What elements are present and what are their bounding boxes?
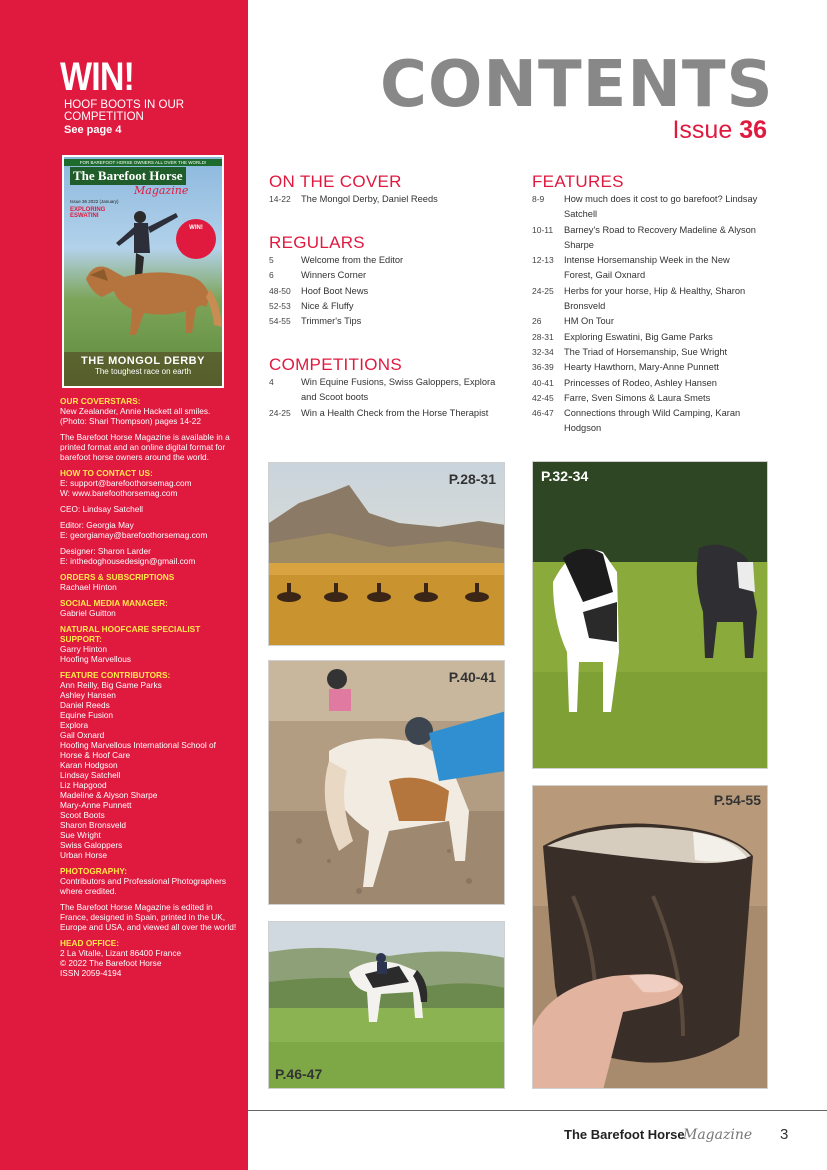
- credit-heading: NATURAL HOOFCARE SPECIALIST SUPPORT:: [60, 624, 201, 644]
- toc-entry[interactable]: [532, 376, 760, 391]
- toc-entry-pages: 14-22: [269, 194, 291, 204]
- credit-heading: OUR COVERSTARS:: [60, 396, 141, 406]
- cover-bottom-title: THE MONGOL DERBY: [81, 355, 205, 367]
- cover-win-badge: WIN!: [176, 219, 216, 259]
- toc-entry-title: Barney's Road to Recovery Madeline & Alyson Sharpe: [564, 224, 756, 250]
- toc-entry-pages: 10-11: [532, 224, 554, 235]
- toc-entry-pages: 24-25: [269, 407, 291, 418]
- toc-entry-pages: 32-34: [532, 346, 554, 357]
- competitions-list: [269, 375, 499, 421]
- toc-entry[interactable]: [532, 345, 760, 360]
- toc-entry-title: Herbs for your horse, Hip & Healthy, Sharon Bronsveld: [564, 285, 746, 312]
- photo-page-label: P.46-47: [275, 1066, 323, 1082]
- credit-block: [60, 432, 238, 462]
- toc-entry[interactable]: [532, 406, 760, 437]
- credit-block: [60, 866, 238, 896]
- win-see-page[interactable]: See page 4: [64, 124, 122, 136]
- credit-heading: SOCIAL MEDIA MANAGER:: [60, 598, 168, 608]
- toc-entry-title: Exploring Eswatini, Big Game Parks: [564, 331, 713, 342]
- toc-entry[interactable]: [532, 330, 760, 345]
- credit-line: The Barefoot Horse Magazine is edited in France, designed in Spain, printed in the UK, Europe and USA, and viewed all over the world!: [60, 902, 237, 932]
- toc-entry-title: Nice & Fluffy: [301, 300, 354, 311]
- cover-headline: EXPLORING ESWATINI: [70, 207, 106, 219]
- credit-heading: ORDERS & SUBSCRIPTIONS: [60, 572, 175, 582]
- toc-entry[interactable]: [269, 406, 499, 421]
- toc-entry-title: HM On Tour: [564, 316, 614, 327]
- features-heading: FEATURES: [532, 172, 624, 191]
- credit-line: Contributors and Professional Photographers where credited.: [60, 876, 227, 896]
- toc-entry-title: Hearty Hawthorn, Mary-Anne Punnett: [564, 362, 720, 373]
- win-title: WIN!: [60, 55, 135, 99]
- credit-line: Scoot Boots: [60, 810, 105, 820]
- win-subtitle: HOOF BOOTS IN OUR COMPETITION: [64, 99, 185, 123]
- regulars-list: [269, 253, 499, 329]
- photo-trimmers-hoof[interactable]: [532, 785, 768, 1089]
- credit-block: [60, 902, 238, 932]
- photo-page-label: P.54-55: [713, 792, 761, 808]
- photo-paint-ponies[interactable]: [532, 461, 768, 769]
- credit-line: Designer: Sharon Larder: [60, 546, 151, 556]
- cover-masthead-script: Magazine: [134, 184, 189, 197]
- rodeo-kids-image: [269, 661, 505, 905]
- credit-line: New Zealander, Annie Hackett all smiles. (Photo: Shari Thompson) pages 14-22: [60, 406, 211, 426]
- credit-block: [60, 598, 238, 618]
- credit-line: ISSN 2059-4194: [60, 968, 122, 978]
- page-title: CONTENTS: [380, 48, 774, 122]
- issue-label: [672, 116, 767, 145]
- toc-entry[interactable]: [269, 192, 499, 207]
- credit-line: Hoofing Marvellous: [60, 654, 132, 664]
- toc-entry[interactable]: [269, 268, 499, 283]
- eswatini-landscape-image: [269, 463, 505, 646]
- on-the-cover-heading: ON THE COVER: [269, 172, 402, 191]
- credit-block: [60, 670, 238, 860]
- toc-entry-title: Winners Corner: [301, 270, 367, 281]
- credit-line: E: inthedoghousedesign@gmail.com: [60, 556, 196, 566]
- credit-line: Urban Horse: [60, 850, 108, 860]
- credit-line: Mary-Anne Punnett: [60, 800, 132, 810]
- toc-entry-title: Trimmer's Tips: [301, 316, 362, 327]
- toc-entry[interactable]: [269, 284, 499, 299]
- cover-bottom-subtitle: The toughest race on earth: [94, 367, 192, 376]
- toc-entry[interactable]: [532, 360, 760, 375]
- toc-entry-pages: 46-47: [532, 408, 554, 419]
- toc-entry[interactable]: [269, 314, 499, 329]
- toc-entry-title: Farre, Sven Simons & Laura Smets: [564, 392, 711, 403]
- credit-block: [60, 396, 238, 426]
- toc-entry[interactable]: [532, 192, 760, 223]
- credit-heading: PHOTOGRAPHY:: [60, 866, 127, 876]
- toc-entry-title: Intense Horsemanship Week in the New Forest, Gail Oxnard: [564, 255, 730, 281]
- toc-entry-title: Welcome from the Editor: [301, 255, 404, 265]
- toc-entry-pages: 28-31: [532, 331, 554, 342]
- credit-line: © 2022 The Barefoot Horse: [60, 958, 162, 968]
- footer-rule: [248, 1110, 827, 1111]
- credit-line: 2 La Vitalle, Lizant 86400 France: [60, 948, 182, 958]
- footer-brand-script: Magazine: [683, 1127, 753, 1143]
- toc-entry-title: Hoof Boot News: [301, 285, 369, 296]
- toc-entry-pages: 42-45: [532, 392, 554, 403]
- photo-page-label: P.28-31: [448, 471, 496, 487]
- toc-entry-pages: 52-53: [269, 300, 291, 311]
- credit-line: Ann Reilly, Big Game Parks: [60, 680, 162, 690]
- credit-heading: HOW TO CONTACT US:: [60, 468, 153, 478]
- toc-entry[interactable]: [532, 391, 760, 406]
- toc-entry[interactable]: [269, 375, 499, 406]
- toc-entry-title: Win Equine Fusions, Swiss Galoppers, Explora and Scoot boots: [301, 377, 496, 403]
- credits-panel: [60, 396, 238, 984]
- credit-block: [60, 624, 238, 664]
- toc-entry-pages: 48-50: [269, 285, 291, 296]
- photo-wild-camping[interactable]: [268, 921, 505, 1089]
- photo-page-label: P.40-41: [448, 669, 496, 685]
- toc-entry-pages: 36-39: [532, 362, 554, 373]
- credit-line: Swiss Galoppers: [60, 840, 123, 850]
- photo-page-label: P.32-34: [541, 468, 589, 484]
- credit-line: Ashley Hansen: [60, 690, 116, 700]
- cover-bottom-band: [64, 352, 222, 386]
- toc-entry-title: Princesses of Rodeo, Ashley Hansen: [564, 377, 717, 388]
- credit-line: Sharon Bronsveld: [60, 820, 126, 830]
- toc-entry-pages: 8-9: [532, 194, 545, 204]
- photo-rodeo-princesses[interactable]: [268, 660, 505, 905]
- toc-entry[interactable]: [532, 284, 760, 315]
- toc-entry-pages: 12-13: [532, 255, 554, 266]
- credit-block: [60, 468, 238, 498]
- credit-line: Rachael Hinton: [60, 582, 117, 592]
- credit-block: [60, 546, 238, 566]
- credit-heading: FEATURE CONTRIBUTORS:: [60, 670, 171, 680]
- credit-line: Madeline & Alyson Sharpe: [60, 790, 158, 800]
- issue-number: 36: [739, 116, 767, 144]
- toc-entry-pages: 26: [532, 316, 542, 327]
- credit-heading: HEAD OFFICE:: [60, 938, 119, 948]
- credit-line: Lindsay Satchell: [60, 770, 121, 780]
- features-list: [532, 192, 760, 437]
- regulars-heading: REGULARS: [269, 233, 365, 252]
- credit-line: Hoofing Marvellous International School of Horse & Hoof Care: [60, 740, 216, 760]
- toc-entry[interactable]: [269, 299, 499, 314]
- toc-entry-title: The Triad of Horsemanship, Sue Wright: [564, 346, 728, 357]
- cover-issue-line: Issue 36 2022 (January): [70, 199, 119, 204]
- wild-camping-image: [269, 922, 505, 1089]
- hoof-in-hand-image: [533, 786, 768, 1089]
- credit-line: Karan Hodgson: [60, 760, 118, 770]
- credit-line: Garry Hinton: [60, 644, 108, 654]
- photo-eswatini-riders[interactable]: [268, 462, 505, 646]
- toc-entry-pages: 5: [269, 255, 274, 265]
- sidebar: [0, 0, 248, 1170]
- credit-line: Editor: Georgia May: [60, 520, 134, 530]
- credit-line: Equine Fusion: [60, 710, 114, 720]
- toc-entry-pages: 6: [269, 270, 274, 281]
- credit-line: Explora: [60, 720, 89, 730]
- credit-line: Gail Oxnard: [60, 730, 105, 740]
- toc-entry[interactable]: [269, 253, 499, 268]
- toc-entry-pages: 4: [269, 377, 274, 387]
- toc-entry-pages: 24-25: [532, 285, 554, 296]
- credit-line: Gabriel Guitton: [60, 608, 116, 618]
- competitions-heading: COMPETITIONS: [269, 355, 402, 374]
- credit-line: W: www.barefoothorsemag.com: [60, 488, 178, 498]
- credit-line: CEO: Lindsay Satchell: [60, 504, 144, 514]
- toc-entry-pages: 40-41: [532, 377, 554, 388]
- toc-entry-title: Connections through Wild Camping, Karan Hodgson: [564, 408, 741, 434]
- credit-line: Sue Wright: [60, 830, 101, 840]
- footer-brand: The Barefoot Horse: [564, 1127, 685, 1142]
- toc-entry-title: The Mongol Derby, Daniel Reeds: [301, 194, 438, 204]
- credit-block: [60, 504, 238, 514]
- credit-line: E: georgiamay@barefoothorsemag.com: [60, 530, 208, 540]
- paint-ponies-image: [533, 462, 768, 769]
- toc-entry-title: How much does it cost to go barefoot? Lindsay Satchell: [564, 194, 758, 220]
- on-the-cover-list: [269, 192, 499, 207]
- toc-entry-pages: 54-55: [269, 316, 291, 327]
- toc-entry[interactable]: [532, 223, 760, 254]
- toc-entry[interactable]: [532, 314, 760, 329]
- credit-line: Liz Hapgood: [60, 780, 107, 790]
- credit-line: Daniel Reeds: [60, 700, 110, 710]
- credit-block: [60, 572, 238, 592]
- credit-block: [60, 938, 238, 978]
- toc-entry-title: Win a Health Check from the Horse Therapist: [301, 407, 489, 418]
- page-number: 3: [780, 1126, 789, 1143]
- credit-block: [60, 520, 238, 540]
- toc-entry[interactable]: [532, 253, 760, 284]
- cover-top-strap: FOR BAREFOOT HORSE OWNERS ALL OVER THE WORLD!: [64, 159, 222, 166]
- cover-masthead: The Barefoot Horse: [70, 167, 186, 185]
- credit-line: E: support@barefoothorsemag.com: [60, 478, 192, 488]
- magazine-cover-thumbnail[interactable]: [62, 155, 224, 388]
- credit-line: The Barefoot Horse Magazine is available in a printed format and an online digital format for barefoot horse owners around the world.: [60, 432, 230, 462]
- issue-word: Issue: [672, 116, 733, 144]
